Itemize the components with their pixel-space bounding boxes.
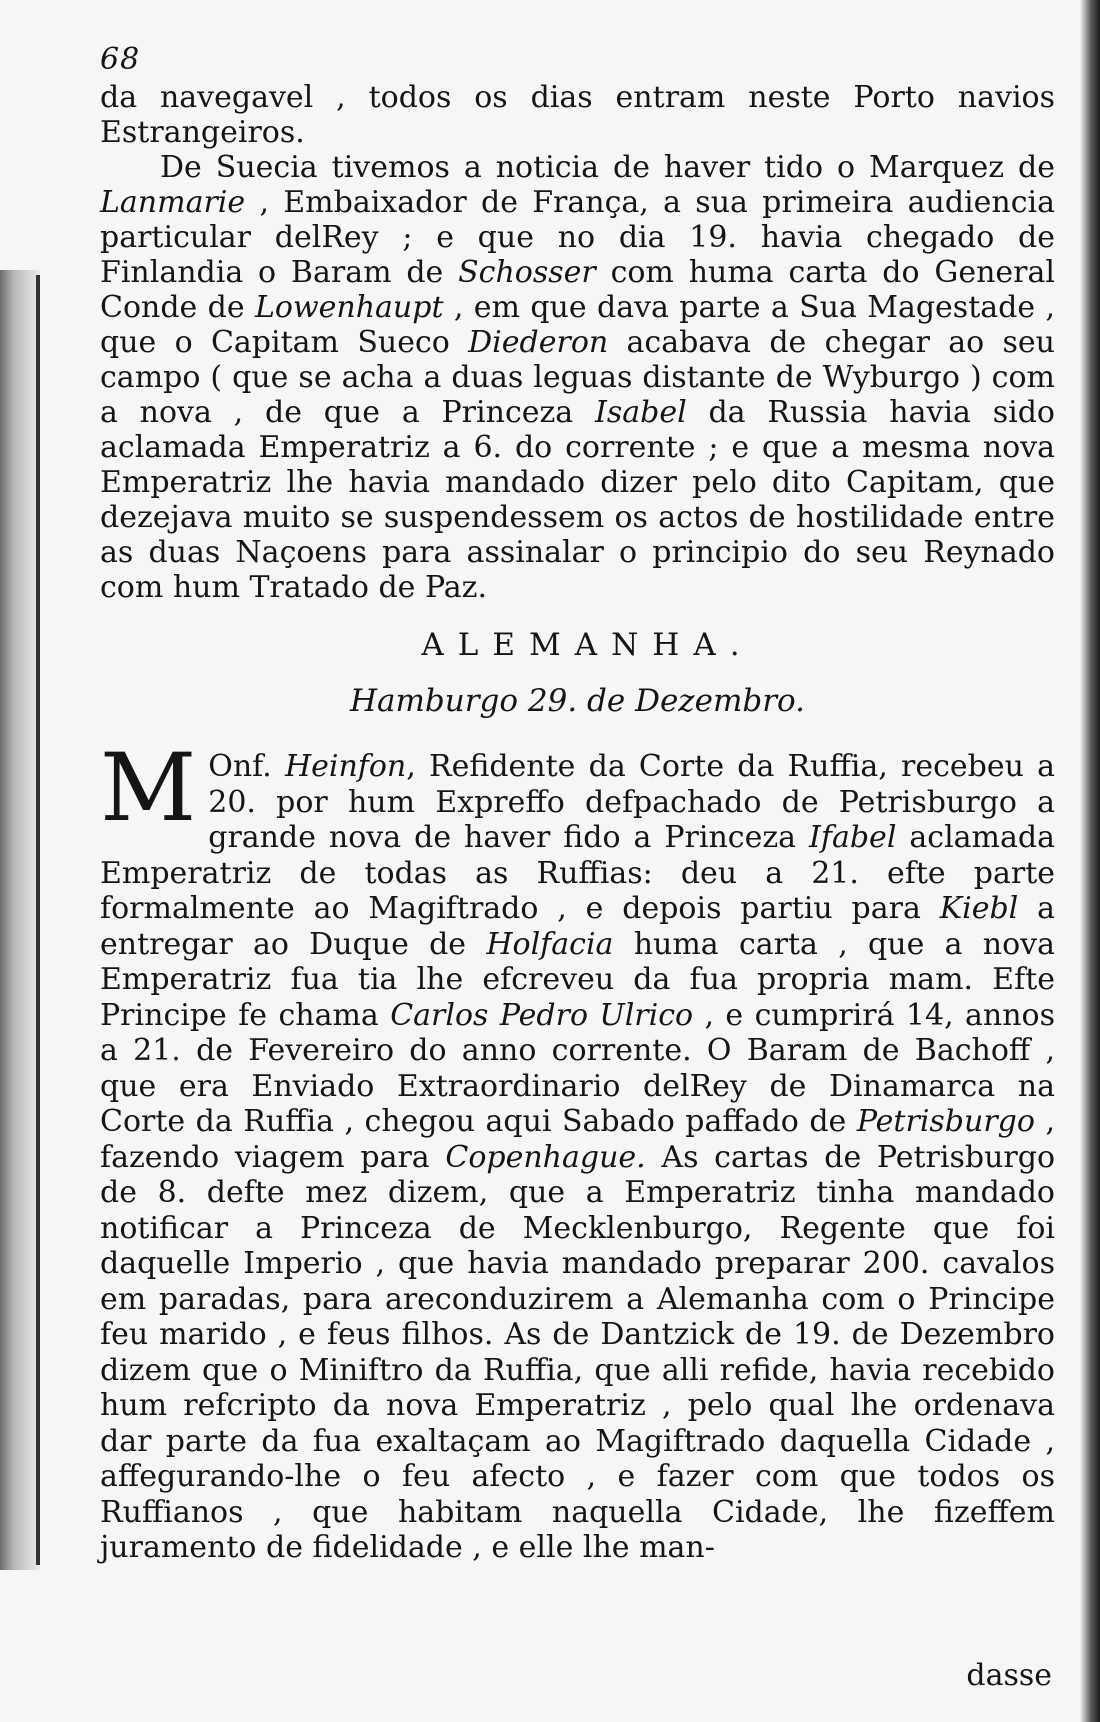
text-run: , fazendo viagem para (100, 1104, 1055, 1175)
text-run: , e cumprirá 14, annos a 21. de Fevereiro do anno corrente. O Baram de Bachoff , que era Enviado Extraordinario delRey de Dinamarca na Corte da Ruffia , chegou aqui Sabado paffado de (100, 997, 1055, 1139)
text-run: , em que dava parte a Sua Magestade , que o Capitam Sueco (100, 290, 1055, 360)
dateline: Hamburgo 29. de Dezembro. (349, 683, 805, 719)
proper-name: Lanmarie (100, 185, 246, 220)
proper-name: Petrisburgo (856, 1104, 1035, 1139)
text-run: com huma carta do General Conde de (100, 255, 1055, 325)
proper-name: Schosser (458, 255, 596, 290)
proper-name: Holfacia (486, 926, 614, 962)
drop-cap: M (100, 734, 197, 843)
proper-name: Ifabel (809, 820, 897, 855)
page-number: 68 (100, 42, 141, 77)
proper-name: Lowenhaupt (254, 290, 444, 325)
text-run: aclamada Emperatriz de todas as Ruffias: deu a 21. efte parte formalmente ao Magiftrado , e depois partiu para (100, 820, 1055, 926)
proper-name: Isabel (594, 395, 687, 430)
text-run: As cartas de Petrisburgo de 8. defte mez dizem, que a Emperatriz tinha mandado notificar a Princeza de Mecklenburgo, Regente que foi daquelle Imperio , que havia mandado preparar 200. cavalos em paradas, para areconduzirem a Alemanha com o Principe feu marido , e feus filhos. As de Dantzick de 19. de Dezembro dizem que o Miniftro da Ruffia, que alli refide, havia recebido hum refcripto da nova Emperatriz , pelo qual lhe ordenava dar parte da fua exaltaçam ao Magiftrado daquella Cidade , affegurando-lhe o feu afecto , e fazer com que todos os Ruffianos , que habitam naquella Cidade, lhe fizeffem juramento de fidelidade , e elle lhe man- (100, 1139, 1056, 1565)
sweden-paragraph (100, 150, 1055, 605)
text-run: a entregar ao Duque de (100, 891, 1056, 962)
text-run: , Refidente da Corte da Ruffia, recebeu a 20. por hum Expreffo defpachado de Petrisburgo a grande nova de haver fido a Princeza (208, 749, 1055, 855)
text-run: da Russia havia sido aclamada Emperatriz a 6. do corrente ; e que a mesma nova Emperatriz lhe havia mandado dizer pelo dito Capitam, que dezejava muito se suspendessem os actos de hostilidade entre as duas Naçoens para assinalar o principio do seu Reynado com hum Tratado de Paz. (100, 395, 1055, 605)
continued-text: da navegavel , todos os dias entram neste Porto navios Estrangeiros. (100, 80, 1055, 150)
text-column (100, 80, 1055, 1566)
text-run: acabava de chegar ao seu campo ( que se acha a duas leguas distante de Wyburgo ) com a nova , de que a Princeza (100, 325, 1055, 430)
catchword: dasse (966, 1658, 1052, 1693)
proper-name: Copenhague. (445, 1139, 646, 1175)
proper-name: Kiebl (939, 891, 1019, 926)
text-run: huma carta , que a nova Emperatriz fua tia lhe efcreveu da fua propria mam. Efte Principe fe chama (100, 926, 1055, 1033)
page-edge-shadow (1080, 0, 1100, 1722)
continued-line (100, 80, 1055, 150)
proper-name: Heinfon (284, 749, 407, 784)
proper-name: Diederon (468, 325, 609, 360)
proper-name: Carlos Pedro Ulrico (390, 997, 694, 1033)
text-run: Onf. (208, 749, 285, 784)
binding-shadow (0, 270, 40, 1570)
section-heading: ALEMANHA. (421, 627, 754, 663)
binding-edge (36, 275, 40, 1565)
hamburg-article (100, 734, 1056, 1566)
text-run: De Suecia tivemos a noticia de haver tido o Marquez de (160, 150, 1055, 185)
text-run: , Embaixador de França, a sua primeira audiencia particular delRey ; e que no dia 19. havia chegado de Finlandia o Baram de (100, 185, 1055, 290)
